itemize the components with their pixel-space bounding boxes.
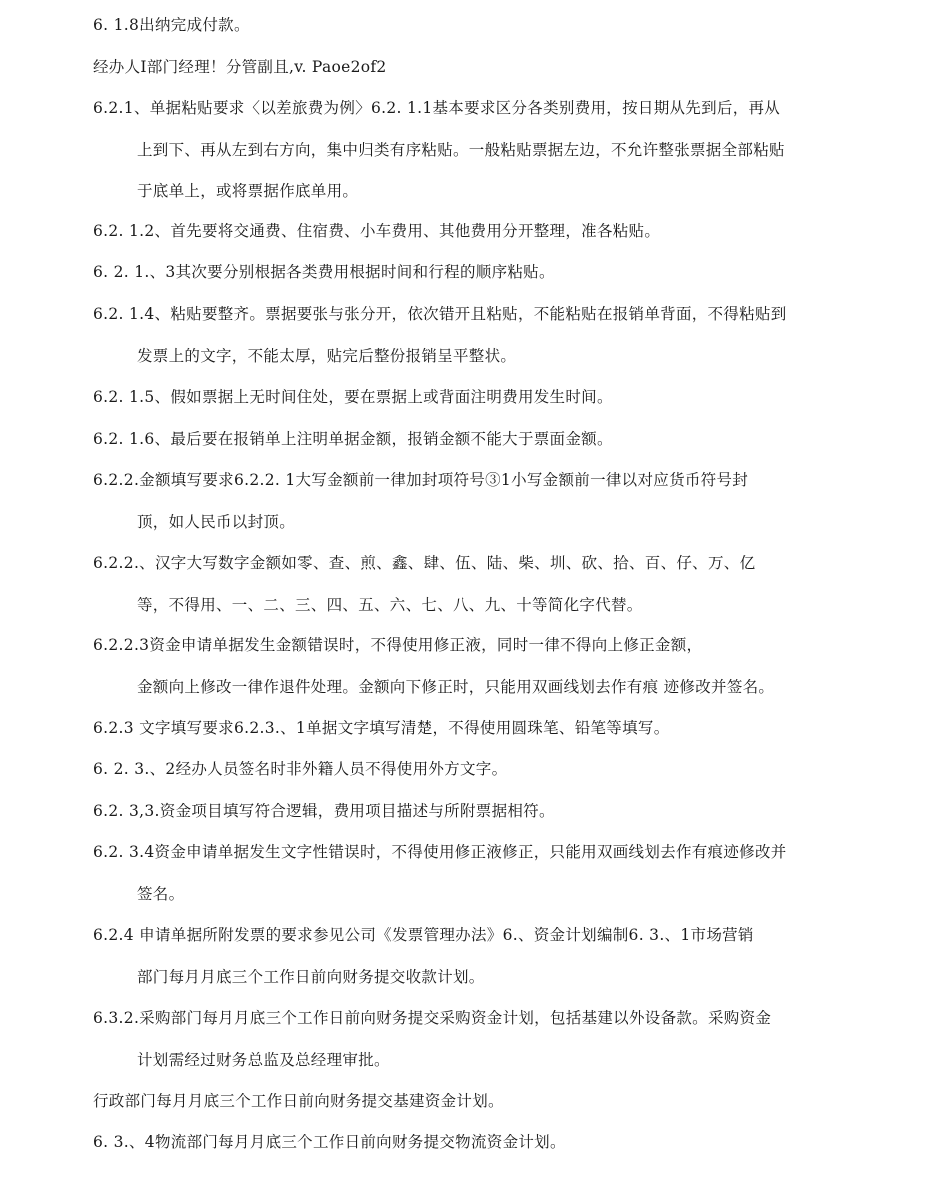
paragraph-line: 顶，如人民币以封顶。 <box>137 512 296 531</box>
paragraph <box>93 832 863 915</box>
paragraph-line: 6. 3.、4物流部门每月月底三个工作日前向财务提交物流资金计划。 <box>93 1133 566 1151</box>
paragraph-line: 6.2. 3,3.资金项目填写符合逻辑，费用项目描述与所附票据相符。 <box>93 802 555 820</box>
paragraph-line: 经办人I部门经理！分管副且,v. Paoe2of2 <box>93 58 387 76</box>
paragraph <box>93 211 863 253</box>
paragraph-line: 6.2. 1.6、最后要在报销单上注明单据金额，报销金额不能大于票面金额。 <box>93 430 613 448</box>
paragraph <box>93 294 863 377</box>
paragraph-line: 6.2.2.3资金申请单据发生金额错误时，不得使用修正液，同时一律不得向上修正金额， <box>93 636 703 654</box>
paragraph-line: 6.2. 1.4、粘贴要整齐。票据要张与张分开，依次错开且粘贴，不能粘贴在报销单背面，不得粘贴到 <box>93 305 787 323</box>
paragraph <box>93 5 863 47</box>
paragraph-line: 签名。 <box>137 884 185 903</box>
paragraph <box>93 998 863 1081</box>
paragraph-line: 等，不得用、一、二、三、四、五、六、七、八、九、十等简化字代替。 <box>137 595 643 614</box>
paragraph-line: 6. 2. 3.、2经办人员签名时非外籍人员不得使用外方文字。 <box>93 760 508 778</box>
paragraph <box>93 460 863 543</box>
paragraph-line: 6.2.1、单据粘贴要求〈以差旅费为例〉6.2. 1.1基本要求区分各类别费用，按日期从先到后，再从 <box>93 99 781 117</box>
paragraph <box>93 88 863 213</box>
paragraph-line: 6.2. 3.4资金申请单据发生文字性错误时，不得使用修正液修正，只能用双画线划去作有痕迹修改并 <box>93 843 787 861</box>
paragraph <box>93 1081 863 1123</box>
paragraph <box>93 377 863 419</box>
paragraph-line: 上到下、再从左到右方向，集中归类有序粘贴。一般粘贴票据左边，不允许整张票据全部粘贴 <box>137 140 785 159</box>
paragraph <box>93 791 863 833</box>
paragraph-line: 金额向上修改一律作退件处理。金额向下修正时，只能用双画线划去作有痕 迹修改并签名。 <box>137 677 775 696</box>
paragraph-line: 部门每月月底三个工作日前向财务提交收款计划。 <box>137 967 485 986</box>
paragraph-line: 6.2.2.金额填写要求6.2.2. 1大写金额前一律加封项符号③1小写金额前一律以对应货币符号封 <box>93 471 749 489</box>
paragraph-line: 计划需经过财务总监及总经理审批。 <box>137 1050 390 1069</box>
paragraph-line: 6.2.3 文字填写要求6.2.3.、1单据文字填写清楚，不得使用圆珠笔、铅笔等填写。 <box>93 719 670 737</box>
paragraph-line: 6.2. 1.5、假如票据上无时间住处，要在票据上或背面注明费用发生时间。 <box>93 388 613 406</box>
paragraph <box>93 708 863 750</box>
paragraph <box>93 543 863 626</box>
paragraph-line: 6. 1.8出纳完成付款。 <box>93 16 250 34</box>
paragraph <box>93 419 863 461</box>
paragraph-line: 6.3.2.采购部门每月月底三个工作日前向财务提交采购资金计划，包括基建以外设备款。采购资金 <box>93 1009 772 1027</box>
paragraph-line: 发票上的文字，不能太厚，贴完后整份报销呈平整状。 <box>137 346 517 365</box>
paragraph <box>93 47 863 89</box>
paragraph <box>93 625 863 708</box>
paragraph-line: 6.2.4 申请单据所附发票的要求参见公司《发票管理办法》6.、资金计划编制6. 3.、1市场营销 <box>93 926 754 944</box>
paragraph <box>93 749 863 791</box>
paragraph-line: 6.2.2.、汉字大写数字金额如零、查、煎、鑫、肆、伍、陆、柴、圳、砍、拾、百、仔、万、亿 <box>93 554 756 572</box>
paragraph-line: 于底单上，或将票据作底单用。 <box>137 182 359 200</box>
paragraph-line: 6. 2. 1.、3其次要分别根据各类费用根据时间和行程的顺序粘贴。 <box>93 263 555 281</box>
paragraph-line: 6.2. 1.2、首先要将交通费、住宿费、小车费用、其他费用分开整理，准各粘贴。 <box>93 222 661 240</box>
paragraph-line: 行政部门每月月底三个工作日前向财务提交基建资金计划。 <box>93 1092 504 1110</box>
paragraph <box>93 1122 863 1164</box>
paragraph <box>93 915 863 998</box>
paragraph <box>93 252 863 294</box>
